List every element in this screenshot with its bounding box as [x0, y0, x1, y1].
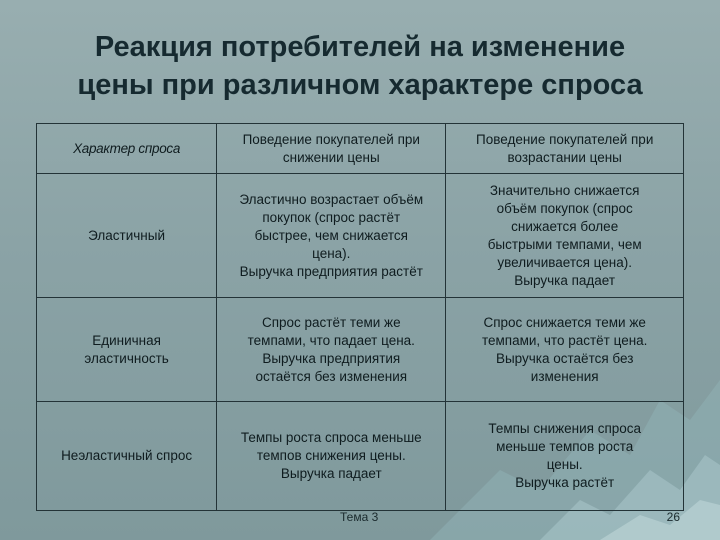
demand-elasticity-table [36, 123, 684, 511]
row-elastic-type: Эластичный [37, 174, 217, 298]
row-inelastic-decrease: Темпы роста спроса меньше темпов снижения цены. Выручка падает [217, 402, 446, 511]
table-row [37, 402, 684, 511]
title-line-2: цены при различном характере спроса [77, 69, 643, 101]
table-header-row [37, 124, 684, 174]
row-inelastic-increase: Темпы снижения спроса меньше темпов роста цены. Выручка растёт [446, 402, 684, 511]
title-line-1: Реакция потребителей на изменение [94, 31, 626, 63]
table-row [37, 298, 684, 402]
header-price-increase: Поведение покупателей при возрастании цены [446, 124, 684, 174]
row-unit-type: Единичная эластичность [37, 298, 217, 402]
header-demand-type: Характер спроса [37, 124, 217, 174]
row-inelastic-type: Неэластичный спрос [37, 402, 217, 511]
slide-number: 26 [666, 510, 680, 524]
row-unit-decrease: Спрос растёт теми же темпами, что падает цена. Выручка предприятия остаётся без изменения [217, 298, 446, 402]
footer-topic: Тема 3 [340, 510, 379, 524]
row-elastic-decrease: Эластично возрастает объём покупок (спрос растёт быстрее, чем снижается цена). Выручка предприятия растёт [217, 174, 446, 298]
header-price-decrease: Поведение покупателей при снижении цены [217, 124, 446, 174]
table-row [37, 174, 684, 298]
row-elastic-increase: Значительно снижается объём покупок (спрос снижается более быстрыми темпами, чем увеличивается цена). Выручка падает [446, 174, 684, 298]
row-unit-increase: Спрос снижается теми же темпами, что растёт цена. Выручка остаётся без изменения [446, 298, 684, 402]
slide-title [20, 28, 700, 104]
